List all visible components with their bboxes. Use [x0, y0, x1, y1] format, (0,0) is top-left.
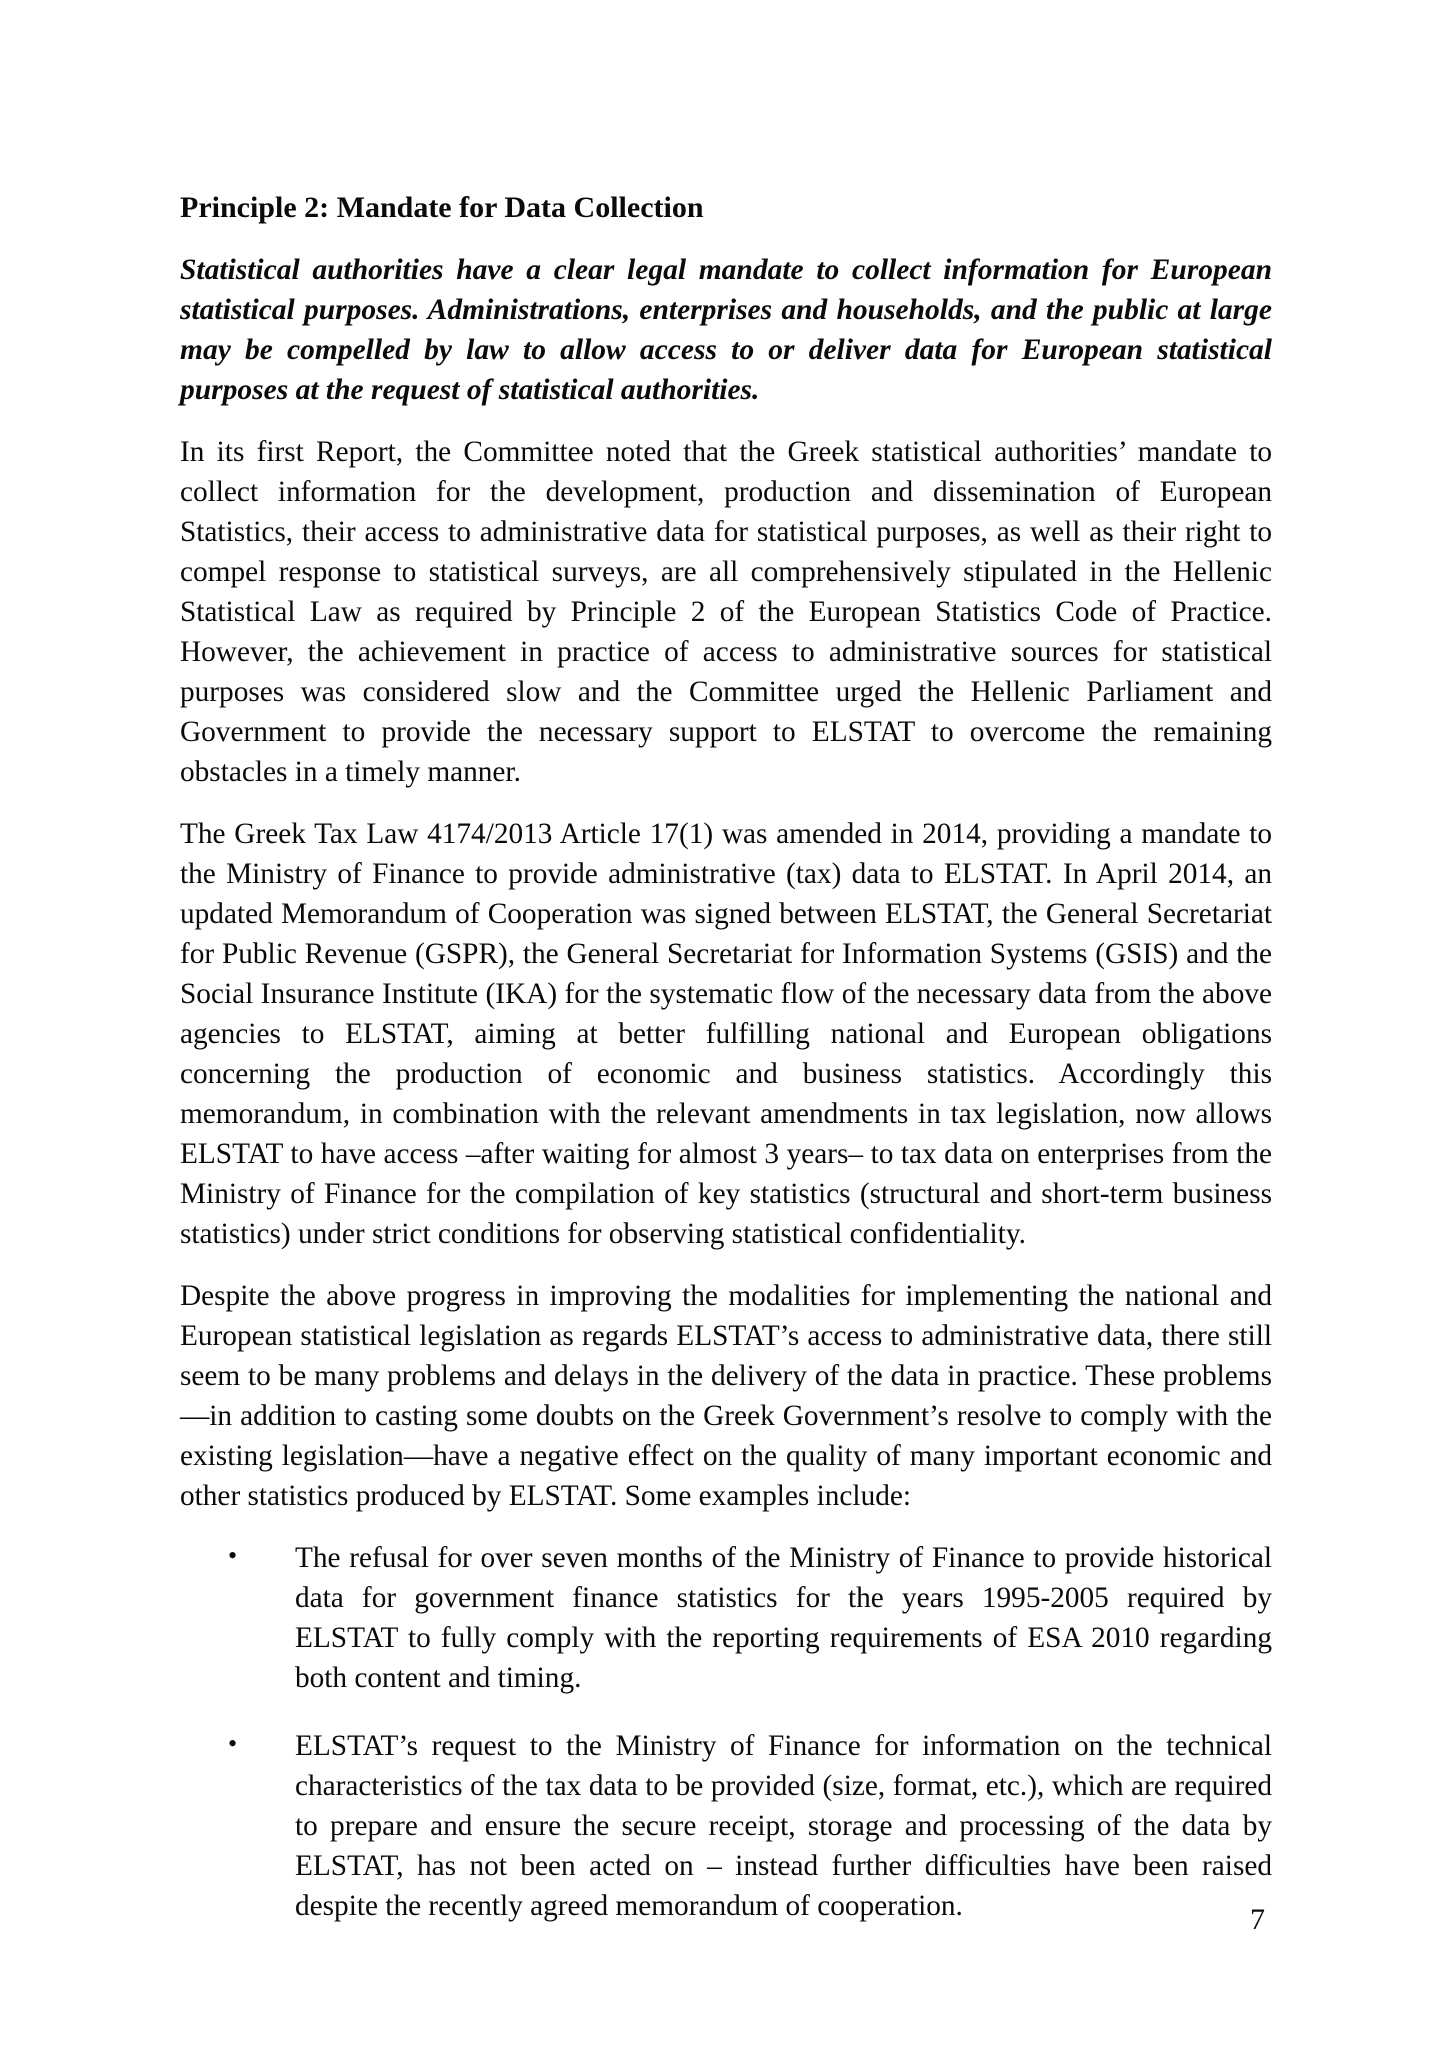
bullet-text-request: ELSTAT’s request to the Ministry of Finance for information on the technical characteristics of the tax data to be provided (size, format, etc.), which are required to prepare and ensure the secure receipt, storage and processing of the data by ELSTAT, has not been acted on – instead further difficulties have been raised despite the recently agreed memorandum of cooperation. [295, 1730, 1272, 1922]
paragraph-tax-law: The Greek Tax Law 4174/2013 Article 17(1) was amended in 2014, providing a mandate to the Ministry of Finance to provide administrative (tax) data to ELSTAT. In April 2014, an updated Memorandum of Cooperation was signed between ELSTAT, the General Secretariat for Public Revenue (GSPR), the General Secretariat for Information Systems (GSIS) and the Social Insurance Institute (IKA) for the systematic flow of the necessary data from the above agencies to ELSTAT, aiming at better fulfilling national and European obligations concerning the production of economic and business statistics. Accordingly this memorandum, in combination with the relevant amendments in tax legislation, now allows ELSTAT to have access –after waiting for almost 3 years– to tax data on enterprises from the Ministry of Finance for the compilation of key statistics (structural and short-term business statistics) under strict conditions for observing statistical confidentiality. [180, 818, 1272, 1250]
bullet-icon: • [228, 1541, 238, 1570]
bullet-text-refusal: The refusal for over seven months of the Ministry of Finance to provide historical data for government finance statistics for the years 1995-2005 required by ELSTAT to fully comply with the reporting requirements of ESA 2010 regarding both content and timing. [295, 1542, 1272, 1694]
principle-statement: Statistical authorities have a clear legal mandate to collect information for European statistical purposes. Administrations, enterprises and households, and the public at large may be compelled by law to allow access to or deliver data for European statistical purposes at the request of statistical authorities. [180, 254, 1272, 406]
list-item [180, 1726, 1272, 1926]
page-number: 7 [1250, 1903, 1265, 1936]
bullet-icon: • [228, 1729, 238, 1758]
section-heading: Principle 2: Mandate for Data Collection [180, 191, 704, 224]
paragraph-first-report: In its first Report, the Committee noted that the Greek statistical authorities’ mandate to collect information for the development, production and dissemination of European Statistics, their access to administrative data for statistical purposes, as well as their right to compel response to statistical surveys, are all comprehensively stipulated in the Hellenic Statistical Law as required by Principle 2 of the European Statistics Code of Practice. However, the achievement in practice of access to administrative sources for statistical purposes was considered slow and the Committee urged the Hellenic Parliament and Government to provide the necessary support to ELSTAT to overcome the remaining obstacles in a timely manner. [180, 436, 1272, 788]
page-content [180, 188, 1272, 1954]
examples-bullet-list [180, 1538, 1272, 1926]
list-item [180, 1538, 1272, 1698]
paragraph-despite-progress: Despite the above progress in improving the modalities for implementing the national and European statistical legislation as regards ELSTAT’s access to administrative data, there still seem to be many problems and delays in the delivery of the data in practice. These problems—in addition to casting some doubts on the Greek Government’s resolve to comply with the existing legislation—have a negative effect on the quality of many important economic and other statistics produced by ELSTAT. Some examples include: [180, 1280, 1272, 1512]
